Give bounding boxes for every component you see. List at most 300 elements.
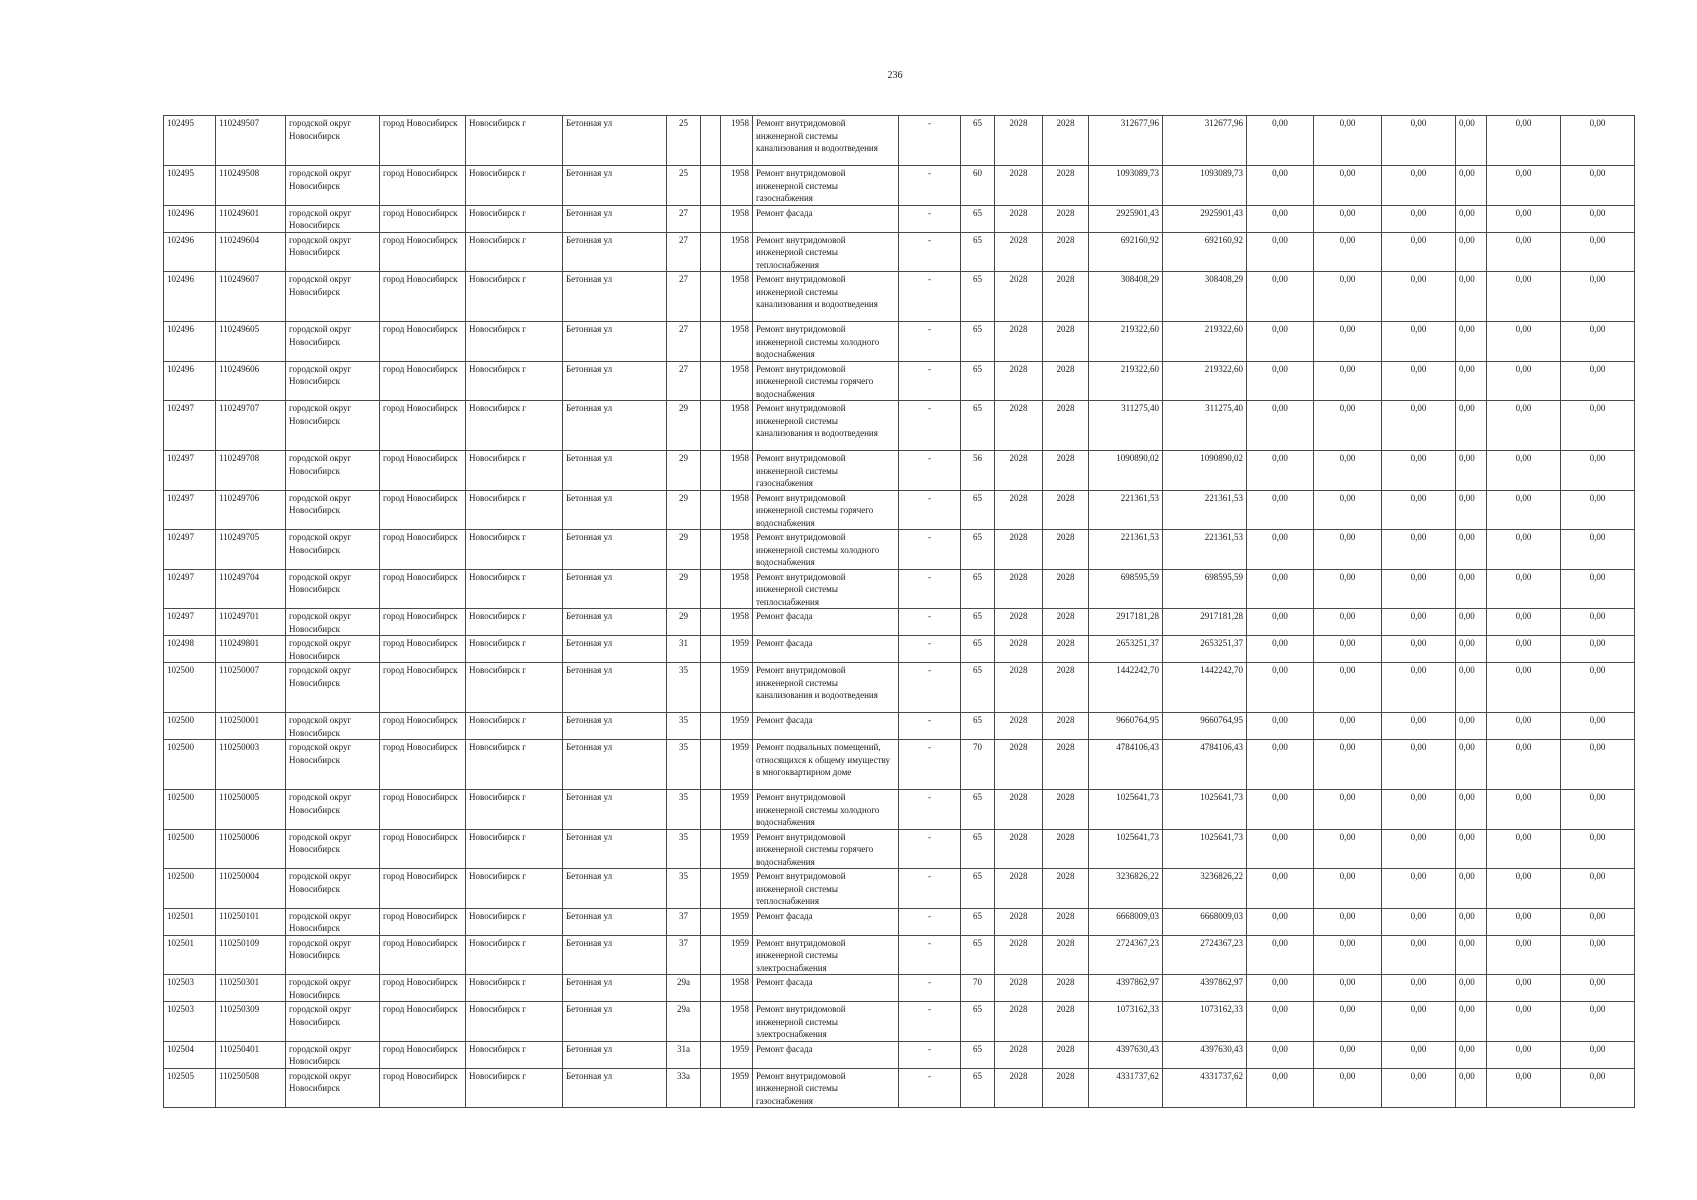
empty-cell-cell [701, 609, 721, 636]
amount-cell: 0,00 [1561, 116, 1635, 166]
amount-cell: 0,00 [1487, 636, 1561, 663]
amount-cell: 0,00 [1561, 713, 1635, 740]
empty-cell-cell [701, 869, 721, 909]
total-cost-cell: 219322,60 [1163, 361, 1247, 401]
work-code-cell: 110250101 [216, 908, 286, 935]
work-code-cell: 110249605 [216, 322, 286, 362]
amount-cell: 0,00 [1382, 908, 1456, 935]
empty-cell-cell [701, 975, 721, 1002]
amount-cell: 0,00 [1561, 451, 1635, 491]
build-year-cell: 1958 [721, 1002, 753, 1042]
plan-year-end-cell: 2028 [1043, 713, 1089, 740]
work-code-cell: 110250109 [216, 935, 286, 975]
work-type-cell: Ремонт фасада [753, 908, 899, 935]
wear-percent-cell: 65 [961, 569, 995, 609]
cost-cell: 311275,40 [1089, 401, 1163, 451]
cost-cell: 2653251,37 [1089, 636, 1163, 663]
plan-year-end-cell: 2028 [1043, 232, 1089, 272]
district-cell: городской округ Новосибирск [286, 569, 380, 609]
house-number-cell: 35 [667, 829, 701, 869]
amount-cell: 0,00 [1382, 790, 1456, 830]
city-cell: Новосибирск г [466, 790, 563, 830]
build-year-cell: 1959 [721, 740, 753, 790]
amount-cell: 0,00 [1247, 116, 1314, 166]
amount-cell: 0,00 [1487, 116, 1561, 166]
settlement-cell: город Новосибирск [380, 205, 466, 232]
district-cell: городской округ Новосибирск [286, 869, 380, 909]
work-code-cell: 110250006 [216, 829, 286, 869]
plan-year-end-cell: 2028 [1043, 451, 1089, 491]
amount-cell: 0,00 [1247, 869, 1314, 909]
plan-year-end-cell: 2028 [1043, 636, 1089, 663]
house-number-cell: 27 [667, 272, 701, 322]
amount-cell: 0,00 [1314, 740, 1382, 790]
record-id-cell: 102497 [164, 490, 216, 530]
amount-cell: 0,00 [1487, 1068, 1561, 1108]
amount-cell: 0,00 [1456, 663, 1487, 713]
plan-year-end-cell: 2028 [1043, 935, 1089, 975]
amount-cell: 0,00 [1247, 829, 1314, 869]
table-row [164, 935, 1635, 975]
work-type-cell: Ремонт фасада [753, 1041, 899, 1068]
amount-cell: 0,00 [1382, 530, 1456, 570]
amount-cell: 0,00 [1382, 361, 1456, 401]
table-row [164, 740, 1635, 790]
record-id-cell: 102500 [164, 740, 216, 790]
settlement-cell: город Новосибирск [380, 322, 466, 362]
amount-cell: 0,00 [1456, 1068, 1487, 1108]
record-id-cell: 102495 [164, 116, 216, 166]
house-number-cell: 31а [667, 1041, 701, 1068]
house-number-cell: 25 [667, 166, 701, 206]
amount-cell: 0,00 [1561, 829, 1635, 869]
wear-percent-cell: 65 [961, 1041, 995, 1068]
empty-cell-cell [701, 740, 721, 790]
work-code-cell: 110249708 [216, 451, 286, 491]
work-type-cell: Ремонт внутридомовой инженерной системы канализования и водоотведения [753, 663, 899, 713]
amount-cell: 0,00 [1247, 1041, 1314, 1068]
wear-percent-cell: 65 [961, 869, 995, 909]
plan-year-end-cell: 2028 [1043, 322, 1089, 362]
amount-cell: 0,00 [1382, 1041, 1456, 1068]
city-cell: Новосибирск г [466, 530, 563, 570]
empty-cell-cell [701, 636, 721, 663]
amount-cell: 0,00 [1314, 490, 1382, 530]
cost-cell: 4397862,97 [1089, 975, 1163, 1002]
house-number-cell: 27 [667, 232, 701, 272]
table-row [164, 713, 1635, 740]
total-cost-cell: 1093089,73 [1163, 166, 1247, 206]
city-cell: Новосибирск г [466, 361, 563, 401]
work-code-cell: 110250001 [216, 713, 286, 740]
amount-cell: 0,00 [1456, 322, 1487, 362]
record-id-cell: 102501 [164, 935, 216, 975]
plan-year-start-cell: 2028 [995, 740, 1043, 790]
dash-cell-cell: - [899, 490, 961, 530]
amount-cell: 0,00 [1247, 663, 1314, 713]
table-row [164, 451, 1635, 491]
settlement-cell: город Новосибирск [380, 609, 466, 636]
street-cell: Бетонная ул [563, 713, 667, 740]
street-cell: Бетонная ул [563, 740, 667, 790]
wear-percent-cell: 65 [961, 713, 995, 740]
amount-cell: 0,00 [1314, 401, 1382, 451]
build-year-cell: 1958 [721, 530, 753, 570]
district-cell: городской округ Новосибирск [286, 636, 380, 663]
city-cell: Новосибирск г [466, 1002, 563, 1042]
work-code-cell: 110249507 [216, 116, 286, 166]
empty-cell-cell [701, 530, 721, 570]
work-type-cell: Ремонт внутридомовой инженерной системы холодного водоснабжения [753, 790, 899, 830]
plan-year-start-cell: 2028 [995, 1002, 1043, 1042]
amount-cell: 0,00 [1382, 829, 1456, 869]
amount-cell: 0,00 [1561, 401, 1635, 451]
district-cell: городской округ Новосибирск [286, 1002, 380, 1042]
total-cost-cell: 3236826,22 [1163, 869, 1247, 909]
house-number-cell: 29 [667, 401, 701, 451]
street-cell: Бетонная ул [563, 869, 667, 909]
amount-cell: 0,00 [1314, 451, 1382, 491]
house-number-cell: 31 [667, 636, 701, 663]
amount-cell: 0,00 [1382, 636, 1456, 663]
amount-cell: 0,00 [1561, 1041, 1635, 1068]
amount-cell: 0,00 [1561, 490, 1635, 530]
total-cost-cell: 4331737,62 [1163, 1068, 1247, 1108]
house-number-cell: 29 [667, 569, 701, 609]
work-type-cell: Ремонт фасада [753, 975, 899, 1002]
district-cell: городской округ Новосибирск [286, 166, 380, 206]
amount-cell: 0,00 [1247, 713, 1314, 740]
street-cell: Бетонная ул [563, 663, 667, 713]
record-id-cell: 102500 [164, 869, 216, 909]
total-cost-cell: 1442242,70 [1163, 663, 1247, 713]
record-id-cell: 102496 [164, 205, 216, 232]
work-type-cell: Ремонт подвальных помещений, относящихся к общему имуществу в многоквартирном доме [753, 740, 899, 790]
amount-cell: 0,00 [1487, 272, 1561, 322]
empty-cell-cell [701, 205, 721, 232]
wear-percent-cell: 65 [961, 205, 995, 232]
plan-year-start-cell: 2028 [995, 490, 1043, 530]
plan-year-end-cell: 2028 [1043, 569, 1089, 609]
amount-cell: 0,00 [1487, 869, 1561, 909]
amount-cell: 0,00 [1314, 232, 1382, 272]
work-code-cell: 110249606 [216, 361, 286, 401]
amount-cell: 0,00 [1314, 322, 1382, 362]
settlement-cell: город Новосибирск [380, 908, 466, 935]
city-cell: Новосибирск г [466, 1041, 563, 1068]
record-id-cell: 102496 [164, 232, 216, 272]
dash-cell-cell: - [899, 530, 961, 570]
city-cell: Новосибирск г [466, 975, 563, 1002]
amount-cell: 0,00 [1382, 569, 1456, 609]
cost-cell: 4397630,43 [1089, 1041, 1163, 1068]
wear-percent-cell: 65 [961, 116, 995, 166]
record-id-cell: 102498 [164, 636, 216, 663]
city-cell: Новосибирск г [466, 1068, 563, 1108]
house-number-cell: 35 [667, 869, 701, 909]
amount-cell: 0,00 [1314, 636, 1382, 663]
build-year-cell: 1959 [721, 935, 753, 975]
work-code-cell: 110249604 [216, 232, 286, 272]
empty-cell-cell [701, 908, 721, 935]
city-cell: Новосибирск г [466, 322, 563, 362]
total-cost-cell: 692160,92 [1163, 232, 1247, 272]
table-row [164, 975, 1635, 1002]
settlement-cell: город Новосибирск [380, 740, 466, 790]
amount-cell: 0,00 [1314, 272, 1382, 322]
build-year-cell: 1958 [721, 272, 753, 322]
amount-cell: 0,00 [1314, 530, 1382, 570]
cost-cell: 1090890,02 [1089, 451, 1163, 491]
street-cell: Бетонная ул [563, 451, 667, 491]
plan-year-end-cell: 2028 [1043, 1002, 1089, 1042]
amount-cell: 0,00 [1456, 975, 1487, 1002]
empty-cell-cell [701, 1041, 721, 1068]
build-year-cell: 1958 [721, 490, 753, 530]
cost-cell: 221361,53 [1089, 530, 1163, 570]
amount-cell: 0,00 [1561, 530, 1635, 570]
amount-cell: 0,00 [1382, 663, 1456, 713]
amount-cell: 0,00 [1456, 935, 1487, 975]
amount-cell: 0,00 [1247, 609, 1314, 636]
build-year-cell: 1958 [721, 322, 753, 362]
total-cost-cell: 219322,60 [1163, 322, 1247, 362]
city-cell: Новосибирск г [466, 829, 563, 869]
plan-year-end-cell: 2028 [1043, 829, 1089, 869]
total-cost-cell: 2917181,28 [1163, 609, 1247, 636]
amount-cell: 0,00 [1247, 451, 1314, 491]
dash-cell-cell: - [899, 1041, 961, 1068]
wear-percent-cell: 65 [961, 272, 995, 322]
dash-cell-cell: - [899, 569, 961, 609]
table-row [164, 869, 1635, 909]
district-cell: городской округ Новосибирск [286, 713, 380, 740]
amount-cell: 0,00 [1487, 740, 1561, 790]
plan-year-end-cell: 2028 [1043, 530, 1089, 570]
district-cell: городской округ Новосибирск [286, 322, 380, 362]
build-year-cell: 1958 [721, 232, 753, 272]
work-code-cell: 110250309 [216, 1002, 286, 1042]
street-cell: Бетонная ул [563, 569, 667, 609]
city-cell: Новосибирск г [466, 116, 563, 166]
amount-cell: 0,00 [1456, 361, 1487, 401]
amount-cell: 0,00 [1314, 609, 1382, 636]
amount-cell: 0,00 [1247, 740, 1314, 790]
plan-year-end-cell: 2028 [1043, 361, 1089, 401]
work-code-cell: 110249705 [216, 530, 286, 570]
work-code-cell: 110250005 [216, 790, 286, 830]
settlement-cell: город Новосибирск [380, 451, 466, 491]
work-type-cell: Ремонт внутридомовой инженерной системы канализования и водоотведения [753, 401, 899, 451]
street-cell: Бетонная ул [563, 1041, 667, 1068]
amount-cell: 0,00 [1456, 1002, 1487, 1042]
wear-percent-cell: 56 [961, 451, 995, 491]
amount-cell: 0,00 [1487, 1002, 1561, 1042]
amount-cell: 0,00 [1247, 401, 1314, 451]
amount-cell: 0,00 [1487, 490, 1561, 530]
street-cell: Бетонная ул [563, 790, 667, 830]
amount-cell: 0,00 [1247, 1068, 1314, 1108]
house-number-cell: 37 [667, 908, 701, 935]
table-row [164, 116, 1635, 166]
settlement-cell: город Новосибирск [380, 636, 466, 663]
city-cell: Новосибирск г [466, 663, 563, 713]
district-cell: городской округ Новосибирск [286, 451, 380, 491]
plan-year-start-cell: 2028 [995, 401, 1043, 451]
city-cell: Новосибирск г [466, 451, 563, 491]
page-number: 236 [887, 70, 903, 81]
total-cost-cell: 311275,40 [1163, 401, 1247, 451]
dash-cell-cell: - [899, 790, 961, 830]
work-code-cell: 110250007 [216, 663, 286, 713]
street-cell: Бетонная ул [563, 205, 667, 232]
work-code-cell: 110249607 [216, 272, 286, 322]
plan-year-start-cell: 2028 [995, 361, 1043, 401]
house-number-cell: 29а [667, 975, 701, 1002]
street-cell: Бетонная ул [563, 975, 667, 1002]
amount-cell: 0,00 [1314, 790, 1382, 830]
amount-cell: 0,00 [1487, 569, 1561, 609]
city-cell: Новосибирск г [466, 401, 563, 451]
city-cell: Новосибирск г [466, 232, 563, 272]
work-code-cell: 110250004 [216, 869, 286, 909]
district-cell: городской округ Новосибирск [286, 790, 380, 830]
plan-year-end-cell: 2028 [1043, 790, 1089, 830]
work-code-cell: 110250301 [216, 975, 286, 1002]
work-type-cell: Ремонт внутридомовой инженерной системы холодного водоснабжения [753, 322, 899, 362]
street-cell: Бетонная ул [563, 401, 667, 451]
amount-cell: 0,00 [1561, 272, 1635, 322]
amount-cell: 0,00 [1382, 490, 1456, 530]
plan-year-end-cell: 2028 [1043, 609, 1089, 636]
total-cost-cell: 308408,29 [1163, 272, 1247, 322]
cost-cell: 4331737,62 [1089, 1068, 1163, 1108]
dash-cell-cell: - [899, 636, 961, 663]
dash-cell-cell: - [899, 232, 961, 272]
work-code-cell: 110250508 [216, 1068, 286, 1108]
house-number-cell: 27 [667, 361, 701, 401]
plan-year-start-cell: 2028 [995, 530, 1043, 570]
street-cell: Бетонная ул [563, 935, 667, 975]
amount-cell: 0,00 [1487, 322, 1561, 362]
settlement-cell: город Новосибирск [380, 663, 466, 713]
table-row [164, 609, 1635, 636]
plan-year-start-cell: 2028 [995, 205, 1043, 232]
house-number-cell: 29 [667, 530, 701, 570]
settlement-cell: город Новосибирск [380, 232, 466, 272]
city-cell: Новосибирск г [466, 205, 563, 232]
wear-percent-cell: 65 [961, 1002, 995, 1042]
amount-cell: 0,00 [1561, 569, 1635, 609]
record-id-cell: 102497 [164, 401, 216, 451]
amount-cell: 0,00 [1382, 609, 1456, 636]
empty-cell-cell [701, 663, 721, 713]
plan-year-end-cell: 2028 [1043, 740, 1089, 790]
empty-cell-cell [701, 935, 721, 975]
plan-year-start-cell: 2028 [995, 636, 1043, 663]
plan-year-end-cell: 2028 [1043, 401, 1089, 451]
city-cell: Новосибирск г [466, 713, 563, 740]
settlement-cell: город Новосибирск [380, 530, 466, 570]
district-cell: городской округ Новосибирск [286, 490, 380, 530]
plan-year-start-cell: 2028 [995, 713, 1043, 740]
dash-cell-cell: - [899, 451, 961, 491]
wear-percent-cell: 65 [961, 401, 995, 451]
settlement-cell: город Новосибирск [380, 116, 466, 166]
district-cell: городской округ Новосибирск [286, 609, 380, 636]
amount-cell: 0,00 [1247, 166, 1314, 206]
empty-cell-cell [701, 713, 721, 740]
cost-cell: 1025641,73 [1089, 829, 1163, 869]
wear-percent-cell: 70 [961, 740, 995, 790]
settlement-cell: город Новосибирск [380, 401, 466, 451]
cost-cell: 1025641,73 [1089, 790, 1163, 830]
build-year-cell: 1958 [721, 569, 753, 609]
amount-cell: 0,00 [1247, 636, 1314, 663]
table-row [164, 663, 1635, 713]
street-cell: Бетонная ул [563, 1068, 667, 1108]
total-cost-cell: 1073162,33 [1163, 1002, 1247, 1042]
amount-cell: 0,00 [1456, 636, 1487, 663]
plan-year-end-cell: 2028 [1043, 908, 1089, 935]
amount-cell: 0,00 [1314, 713, 1382, 740]
record-id-cell: 102503 [164, 1002, 216, 1042]
table-row [164, 322, 1635, 362]
amount-cell: 0,00 [1561, 609, 1635, 636]
build-year-cell: 1958 [721, 361, 753, 401]
street-cell: Бетонная ул [563, 116, 667, 166]
plan-year-end-cell: 2028 [1043, 116, 1089, 166]
street-cell: Бетонная ул [563, 908, 667, 935]
wear-percent-cell: 65 [961, 361, 995, 401]
cost-cell: 698595,59 [1089, 569, 1163, 609]
amount-cell: 0,00 [1561, 322, 1635, 362]
house-number-cell: 35 [667, 663, 701, 713]
dash-cell-cell: - [899, 975, 961, 1002]
house-number-cell: 29 [667, 451, 701, 491]
empty-cell-cell [701, 166, 721, 206]
settlement-cell: город Новосибирск [380, 1041, 466, 1068]
work-type-cell: Ремонт внутридомовой инженерной системы горячего водоснабжения [753, 829, 899, 869]
cost-cell: 2925901,43 [1089, 205, 1163, 232]
amount-cell: 0,00 [1456, 609, 1487, 636]
amount-cell: 0,00 [1456, 1041, 1487, 1068]
work-type-cell: Ремонт фасада [753, 636, 899, 663]
amount-cell: 0,00 [1382, 1002, 1456, 1042]
amount-cell: 0,00 [1456, 530, 1487, 570]
amount-cell: 0,00 [1487, 401, 1561, 451]
plan-year-start-cell: 2028 [995, 790, 1043, 830]
district-cell: городской округ Новосибирск [286, 829, 380, 869]
record-id-cell: 102495 [164, 166, 216, 206]
work-type-cell: Ремонт внутридомовой инженерной системы газоснабжения [753, 451, 899, 491]
cost-cell: 1442242,70 [1089, 663, 1163, 713]
record-id-cell: 102503 [164, 975, 216, 1002]
plan-year-start-cell: 2028 [995, 232, 1043, 272]
build-year-cell: 1959 [721, 663, 753, 713]
record-id-cell: 102496 [164, 272, 216, 322]
amount-cell: 0,00 [1247, 935, 1314, 975]
total-cost-cell: 1025641,73 [1163, 829, 1247, 869]
plan-year-end-cell: 2028 [1043, 490, 1089, 530]
table-row [164, 1041, 1635, 1068]
amount-cell: 0,00 [1561, 935, 1635, 975]
cost-cell: 692160,92 [1089, 232, 1163, 272]
amount-cell: 0,00 [1456, 713, 1487, 740]
amount-cell: 0,00 [1487, 713, 1561, 740]
dash-cell-cell: - [899, 935, 961, 975]
amount-cell: 0,00 [1314, 1002, 1382, 1042]
